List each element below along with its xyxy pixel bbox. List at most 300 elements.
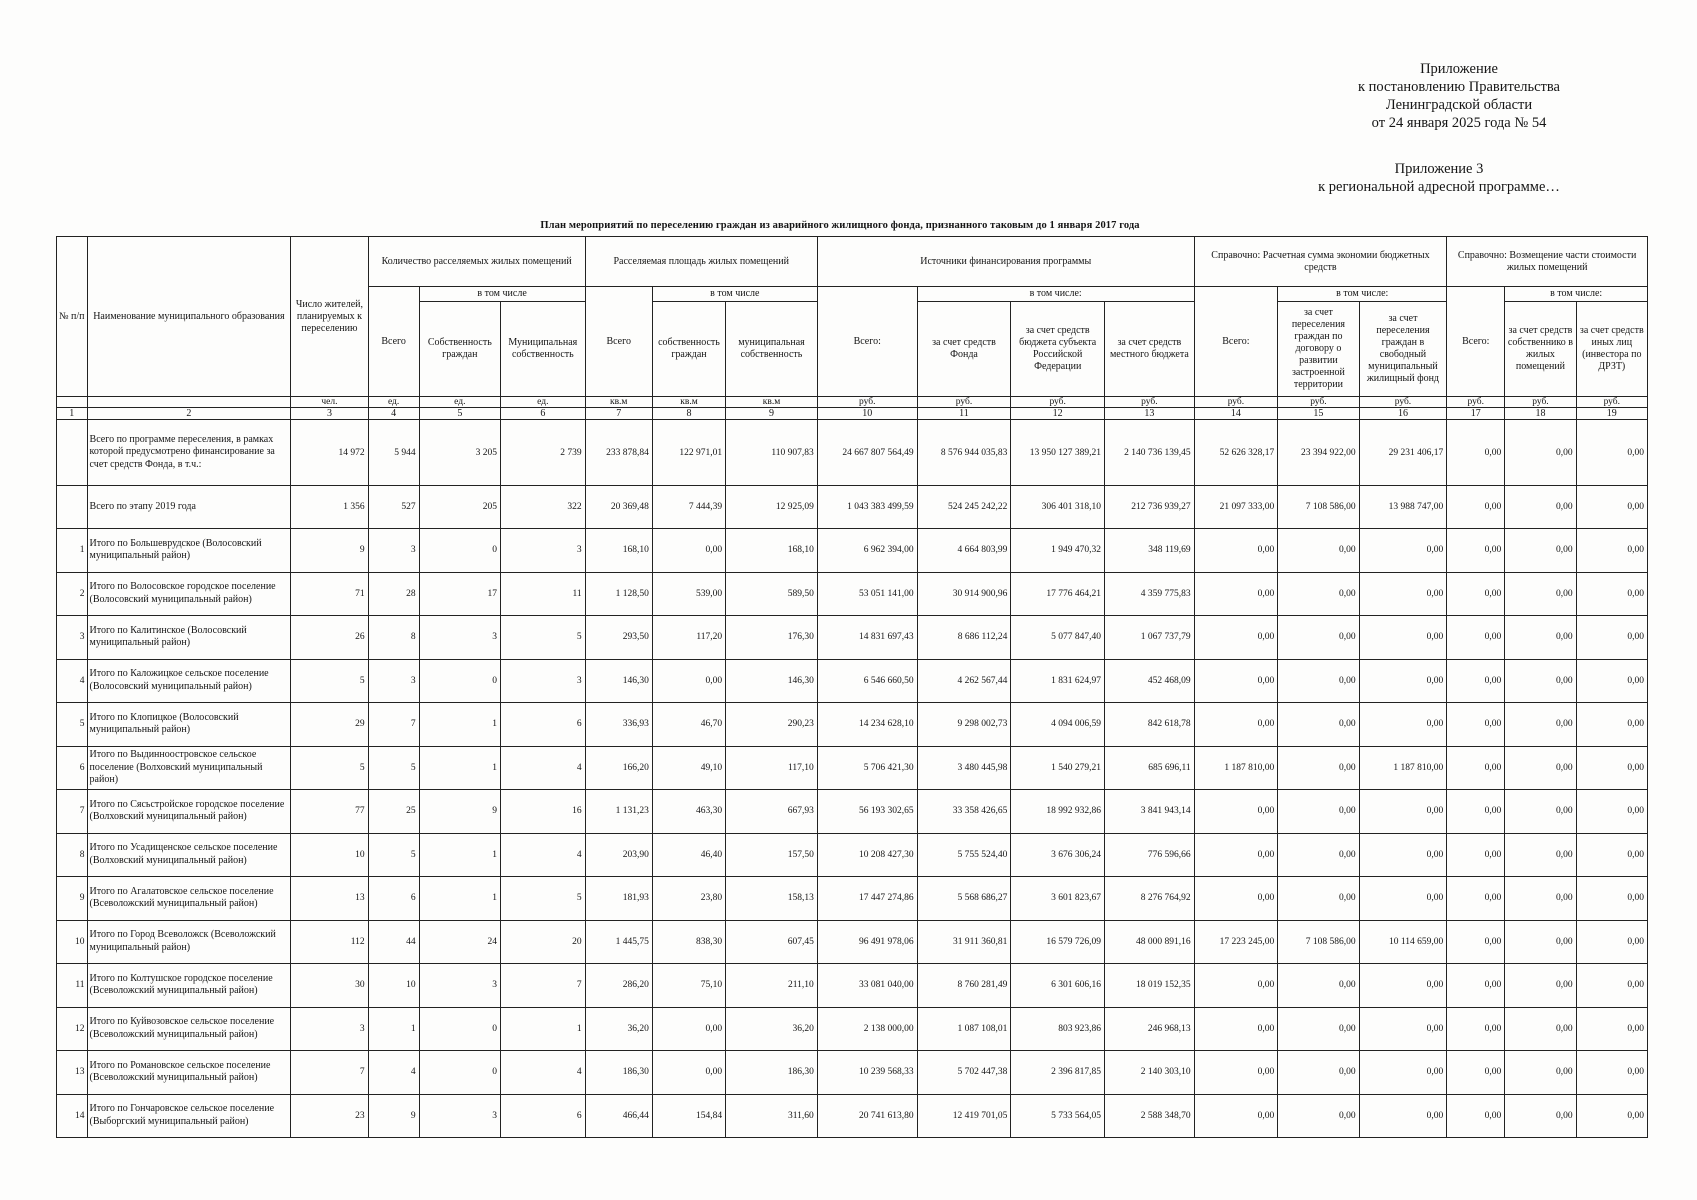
value-cell: 5 706 421,30 — [817, 746, 917, 790]
value-cell: 0,00 — [1359, 1007, 1447, 1051]
value-cell: 4 — [501, 1051, 586, 1095]
value-cell: 1 187 810,00 — [1194, 746, 1278, 790]
value-cell: 3 601 823,67 — [1011, 877, 1105, 921]
value-cell: 306 401 318,10 — [1011, 486, 1105, 529]
value-cell: 452 468,09 — [1105, 659, 1195, 703]
value-cell: 0 — [419, 1051, 500, 1095]
row-number: 10 — [57, 920, 88, 964]
value-cell: 0,00 — [1505, 877, 1576, 921]
value-cell: 5 077 847,40 — [1011, 616, 1105, 660]
value-cell: 0,00 — [1278, 616, 1359, 660]
value-cell: 463,30 — [652, 790, 725, 834]
value-cell: 0,00 — [1505, 1007, 1576, 1051]
table-row — [57, 746, 1648, 790]
header-ref-owner: за счет средств собственнико в жилых помещений — [1505, 302, 1576, 397]
value-cell: 0,00 — [1359, 877, 1447, 921]
municipality-name: Итого по Колтушское городское поселение (Всеволожский муниципальный район) — [87, 964, 291, 1008]
value-cell: 14 831 697,43 — [817, 616, 917, 660]
header-area-group: Расселяемая площадь жилых помещений — [585, 237, 817, 287]
value-cell: 20 369,48 — [585, 486, 652, 529]
value-cell: 112 — [291, 920, 368, 964]
column-number: 12 — [1011, 408, 1105, 420]
value-cell: 0,00 — [1447, 920, 1505, 964]
value-cell: 286,20 — [585, 964, 652, 1008]
value-cell: 0,00 — [1505, 964, 1576, 1008]
value-cell: 0,00 — [1576, 790, 1647, 834]
value-cell: 29 231 406,17 — [1359, 420, 1447, 486]
row-number: 1 — [57, 529, 88, 573]
value-cell: 0,00 — [1447, 1094, 1505, 1138]
value-cell: 24 — [419, 920, 500, 964]
column-number: 7 — [585, 408, 652, 420]
unit-cell: руб. — [1505, 397, 1576, 408]
column-number: 19 — [1576, 408, 1647, 420]
value-cell: 168,10 — [726, 529, 818, 573]
appendix-line: к постановлению Правительства — [1358, 79, 1560, 95]
value-cell: 3 — [368, 659, 419, 703]
value-cell: 0,00 — [1359, 616, 1447, 660]
value-cell: 122 971,01 — [652, 420, 725, 486]
value-cell: 524 245 242,22 — [917, 486, 1011, 529]
header-rooms-own: Собственность граждан — [419, 302, 500, 397]
value-cell: 0,00 — [1194, 964, 1278, 1008]
header-sav-free: за счет переселения граждан в свободный муниципальный жилищный фонд — [1359, 302, 1447, 397]
municipality-name: Итого по Гончаровское сельское поселение (Выборгский муниципальный район) — [87, 1094, 291, 1138]
value-cell: 0,00 — [1447, 1051, 1505, 1095]
value-cell: 1 043 383 499,59 — [817, 486, 917, 529]
unit-cell: ед. — [501, 397, 586, 408]
table-row — [57, 1094, 1648, 1138]
value-cell: 0,00 — [1576, 420, 1647, 486]
value-cell: 0,00 — [1278, 703, 1359, 747]
unit-cell: руб. — [1447, 397, 1505, 408]
value-cell: 2 138 000,00 — [817, 1007, 917, 1051]
value-cell: 3 — [419, 964, 500, 1008]
value-cell: 0,00 — [1359, 529, 1447, 573]
municipality-name: Всего по программе переселения, в рамках которой предусмотрено финансирование за счет средств Фонда, в т.ч.: — [87, 420, 291, 486]
value-cell: 0,00 — [1194, 1051, 1278, 1095]
value-cell: 17 776 464,21 — [1011, 572, 1105, 616]
value-cell: 17 447 274,86 — [817, 877, 917, 921]
value-cell: 5 — [501, 616, 586, 660]
municipality-name: Итого по Волосовское городское поселение (Волосовский муниципальный район) — [87, 572, 291, 616]
table-row — [57, 790, 1648, 834]
value-cell: 8 760 281,49 — [917, 964, 1011, 1008]
column-number: 13 — [1105, 408, 1195, 420]
value-cell: 7 444,39 — [652, 486, 725, 529]
table-row — [57, 529, 1648, 573]
value-cell: 0,00 — [652, 529, 725, 573]
value-cell: 33 358 426,65 — [917, 790, 1011, 834]
value-cell: 293,50 — [585, 616, 652, 660]
appendix-3-line: к региональной адресной программе… — [1318, 179, 1560, 195]
value-cell: 667,93 — [726, 790, 818, 834]
value-cell: 186,30 — [585, 1051, 652, 1095]
table-row — [57, 877, 1648, 921]
unit-cell-empty — [87, 397, 291, 408]
value-cell: 3 — [419, 616, 500, 660]
document-title: План мероприятий по переселению граждан из аварийного жилищного фонда, признанного таковым до 1 января 2017 года — [540, 220, 1140, 231]
value-cell: 31 911 360,81 — [917, 920, 1011, 964]
value-cell: 0,00 — [1576, 1051, 1647, 1095]
header-rooms-group: Количество расселяемых жилых помещений — [368, 237, 585, 287]
header-rooms-total: Всего — [368, 287, 419, 397]
value-cell: 4 — [368, 1051, 419, 1095]
header-sources-group: Источники финансирования программы — [817, 237, 1194, 287]
value-cell: 16 579 726,09 — [1011, 920, 1105, 964]
column-numbers-row — [57, 408, 1648, 420]
unit-cell: руб. — [1194, 397, 1278, 408]
value-cell: 3 676 306,24 — [1011, 833, 1105, 877]
column-number: 4 — [368, 408, 419, 420]
value-cell: 11 — [501, 572, 586, 616]
value-cell: 9 — [419, 790, 500, 834]
value-cell: 4 664 803,99 — [917, 529, 1011, 573]
value-cell: 4 — [501, 833, 586, 877]
header-area-own: собственность граждан — [652, 302, 725, 397]
value-cell: 36,20 — [726, 1007, 818, 1051]
value-cell: 1 — [368, 1007, 419, 1051]
table-row — [57, 616, 1648, 660]
value-cell: 5 — [368, 833, 419, 877]
value-cell: 0,00 — [1278, 1051, 1359, 1095]
value-cell: 20 — [501, 920, 586, 964]
value-cell: 0,00 — [1359, 659, 1447, 703]
value-cell: 14 972 — [291, 420, 368, 486]
value-cell: 0 — [419, 659, 500, 703]
value-cell: 0,00 — [1505, 572, 1576, 616]
value-cell: 29 — [291, 703, 368, 747]
header-incl: в том числе: — [917, 287, 1194, 302]
header-fin-total: Всего: — [817, 287, 917, 397]
value-cell: 0,00 — [1505, 420, 1576, 486]
value-cell: 2 588 348,70 — [1105, 1094, 1195, 1138]
appendix-3-line: Приложение 3 — [1394, 161, 1484, 177]
value-cell: 10 208 427,30 — [817, 833, 917, 877]
value-cell: 158,13 — [726, 877, 818, 921]
column-number: 1 — [57, 408, 88, 420]
value-cell: 0,00 — [1576, 703, 1647, 747]
header-ref-other: за счет средств иных лиц (инвестора по ДРЗТ) — [1576, 302, 1647, 397]
unit-cell: кв.м — [585, 397, 652, 408]
unit-cell: руб. — [1011, 397, 1105, 408]
municipality-name: Итого по Агалатовское сельское поселение (Всеволожский муниципальный район) — [87, 877, 291, 921]
value-cell: 0,00 — [1359, 1094, 1447, 1138]
value-cell: 5 755 524,40 — [917, 833, 1011, 877]
value-cell: 17 223 245,00 — [1194, 920, 1278, 964]
value-cell: 4 262 567,44 — [917, 659, 1011, 703]
value-cell: 71 — [291, 572, 368, 616]
value-cell: 8 576 944 035,83 — [917, 420, 1011, 486]
value-cell: 146,30 — [726, 659, 818, 703]
value-cell: 311,60 — [726, 1094, 818, 1138]
value-cell: 8 276 764,92 — [1105, 877, 1195, 921]
value-cell: 0,00 — [1359, 790, 1447, 834]
value-cell: 0,00 — [652, 1051, 725, 1095]
value-cell: 1 831 624,97 — [1011, 659, 1105, 703]
value-cell: 212 736 939,27 — [1105, 486, 1195, 529]
row-number: 8 — [57, 833, 88, 877]
row-number: 11 — [57, 964, 88, 1008]
table-row — [57, 1051, 1648, 1095]
row-number — [57, 486, 88, 529]
value-cell: 5 — [501, 877, 586, 921]
value-cell: 0,00 — [1194, 659, 1278, 703]
unit-cell: кв.м — [726, 397, 818, 408]
value-cell: 0,00 — [1505, 833, 1576, 877]
header-fin-fund: за счет средств Фонда — [917, 302, 1011, 397]
row-number: 3 — [57, 616, 88, 660]
units-row — [57, 397, 1648, 408]
value-cell: 75,10 — [652, 964, 725, 1008]
row-number: 5 — [57, 703, 88, 747]
value-cell: 0,00 — [1278, 877, 1359, 921]
municipality-name: Итого по Романовское сельское поселение (Всеволожский муниципальный район) — [87, 1051, 291, 1095]
value-cell: 5 733 564,05 — [1011, 1094, 1105, 1138]
value-cell: 9 — [368, 1094, 419, 1138]
column-number: 14 — [1194, 408, 1278, 420]
value-cell: 46,70 — [652, 703, 725, 747]
header-residents: Число жителей, планируемых к переселению — [291, 237, 368, 397]
value-cell: 0,00 — [1505, 1094, 1576, 1138]
value-cell: 26 — [291, 616, 368, 660]
value-cell: 36,20 — [585, 1007, 652, 1051]
value-cell: 205 — [419, 486, 500, 529]
value-cell: 33 081 040,00 — [817, 964, 917, 1008]
value-cell: 0,00 — [1447, 790, 1505, 834]
value-cell: 14 234 628,10 — [817, 703, 917, 747]
value-cell: 2 739 — [501, 420, 586, 486]
value-cell: 685 696,11 — [1105, 746, 1195, 790]
row-number: 4 — [57, 659, 88, 703]
value-cell: 10 239 568,33 — [817, 1051, 917, 1095]
header-fin-local: за счет средств местного бюджета — [1105, 302, 1195, 397]
value-cell: 233 878,84 — [585, 420, 652, 486]
municipality-name: Итого по Клопицкое (Волосовский муниципальный район) — [87, 703, 291, 747]
value-cell: 0,00 — [1194, 1007, 1278, 1051]
value-cell: 0,00 — [1505, 1051, 1576, 1095]
value-cell: 0,00 — [1447, 703, 1505, 747]
unit-cell: чел. — [291, 397, 368, 408]
value-cell: 6 — [501, 1094, 586, 1138]
value-cell: 0,00 — [652, 659, 725, 703]
value-cell: 13 988 747,00 — [1359, 486, 1447, 529]
appendix-line: Приложение — [1420, 61, 1498, 77]
value-cell: 1 949 470,32 — [1011, 529, 1105, 573]
table-row — [57, 833, 1648, 877]
value-cell: 6 546 660,50 — [817, 659, 917, 703]
value-cell: 776 596,66 — [1105, 833, 1195, 877]
header-area-total: Всего — [585, 287, 652, 397]
value-cell: 176,30 — [726, 616, 818, 660]
column-number: 11 — [917, 408, 1011, 420]
value-cell: 23 394 922,00 — [1278, 420, 1359, 486]
value-cell: 9 — [291, 529, 368, 573]
header-no: № п/п — [57, 237, 88, 397]
value-cell: 30 — [291, 964, 368, 1008]
header-incl: в том числе — [419, 287, 585, 302]
value-cell: 0,00 — [1576, 746, 1647, 790]
row-number: 12 — [57, 1007, 88, 1051]
value-cell: 527 — [368, 486, 419, 529]
value-cell: 1 131,23 — [585, 790, 652, 834]
row-number: 13 — [57, 1051, 88, 1095]
value-cell: 1 128,50 — [585, 572, 652, 616]
value-cell: 52 626 328,17 — [1194, 420, 1278, 486]
value-cell: 0,00 — [1576, 1094, 1647, 1138]
value-cell: 23 — [291, 1094, 368, 1138]
value-cell: 166,20 — [585, 746, 652, 790]
value-cell: 21 097 333,00 — [1194, 486, 1278, 529]
value-cell: 322 — [501, 486, 586, 529]
value-cell: 8 686 112,24 — [917, 616, 1011, 660]
value-cell: 0,00 — [1447, 572, 1505, 616]
value-cell: 1 — [419, 877, 500, 921]
value-cell: 589,50 — [726, 572, 818, 616]
header-ref-total: Всего: — [1447, 287, 1505, 397]
value-cell: 3 480 445,98 — [917, 746, 1011, 790]
value-cell: 23,80 — [652, 877, 725, 921]
value-cell: 5 — [291, 659, 368, 703]
value-cell: 0,00 — [1447, 746, 1505, 790]
value-cell: 13 950 127 389,21 — [1011, 420, 1105, 486]
value-cell: 7 108 586,00 — [1278, 486, 1359, 529]
value-cell: 6 — [368, 877, 419, 921]
header-refund-group: Справочно: Возмещение части стоимости жилых помещений — [1447, 237, 1648, 287]
value-cell: 4 — [501, 746, 586, 790]
table-row — [57, 920, 1648, 964]
value-cell: 348 119,69 — [1105, 529, 1195, 573]
value-cell: 0,00 — [1194, 877, 1278, 921]
unit-cell: руб. — [1359, 397, 1447, 408]
value-cell: 3 841 943,14 — [1105, 790, 1195, 834]
unit-cell: кв.м — [652, 397, 725, 408]
value-cell: 2 140 303,10 — [1105, 1051, 1195, 1095]
header-area-mun: муниципальная собственность — [726, 302, 818, 397]
value-cell: 0,00 — [1576, 616, 1647, 660]
table-row — [57, 420, 1648, 486]
value-cell: 56 193 302,65 — [817, 790, 917, 834]
row-number — [57, 420, 88, 486]
value-cell: 0,00 — [1278, 964, 1359, 1008]
value-cell: 110 907,83 — [726, 420, 818, 486]
appendix-header — [1329, 60, 1589, 132]
column-number: 16 — [1359, 408, 1447, 420]
appendix-date-line: от 24 января 2025 года № 54 — [1371, 115, 1547, 131]
value-cell: 607,45 — [726, 920, 818, 964]
value-cell: 0,00 — [1505, 746, 1576, 790]
value-cell: 0,00 — [1576, 920, 1647, 964]
row-number: 14 — [57, 1094, 88, 1138]
value-cell: 0,00 — [1447, 616, 1505, 660]
header-incl: в том числе — [652, 287, 817, 302]
unit-cell-empty — [57, 397, 88, 408]
table-row — [57, 486, 1648, 529]
value-cell: 0,00 — [1447, 420, 1505, 486]
value-cell: 48 000 891,16 — [1105, 920, 1195, 964]
value-cell: 4 359 775,83 — [1105, 572, 1195, 616]
value-cell: 0,00 — [1447, 1007, 1505, 1051]
header-sav-total: Всего: — [1194, 287, 1278, 397]
value-cell: 0,00 — [1505, 790, 1576, 834]
column-number: 6 — [501, 408, 586, 420]
column-number: 3 — [291, 408, 368, 420]
value-cell: 0,00 — [1576, 1007, 1647, 1051]
value-cell: 0,00 — [1359, 703, 1447, 747]
appendix-line: Ленинградской области — [1385, 97, 1533, 113]
value-cell: 8 — [368, 616, 419, 660]
value-cell: 0,00 — [1576, 659, 1647, 703]
value-cell: 0,00 — [1505, 703, 1576, 747]
value-cell: 6 — [501, 703, 586, 747]
value-cell: 2 140 736 139,45 — [1105, 420, 1195, 486]
table-row — [57, 659, 1648, 703]
column-number: 8 — [652, 408, 725, 420]
header-rooms-mun: Муниципальная собственность — [501, 302, 586, 397]
value-cell: 0,00 — [1194, 529, 1278, 573]
value-cell: 18 992 932,86 — [1011, 790, 1105, 834]
column-number: 5 — [419, 408, 500, 420]
table-row — [57, 1007, 1648, 1051]
value-cell: 0,00 — [1447, 877, 1505, 921]
unit-cell: ед. — [368, 397, 419, 408]
value-cell: 0,00 — [1278, 529, 1359, 573]
value-cell: 117,10 — [726, 746, 818, 790]
value-cell: 0,00 — [1505, 486, 1576, 529]
value-cell: 10 114 659,00 — [1359, 920, 1447, 964]
unit-cell: руб. — [1278, 397, 1359, 408]
value-cell: 28 — [368, 572, 419, 616]
value-cell: 146,30 — [585, 659, 652, 703]
value-cell: 181,93 — [585, 877, 652, 921]
header-incl: в том числе: — [1505, 287, 1648, 302]
value-cell: 1 445,75 — [585, 920, 652, 964]
value-cell: 17 — [419, 572, 500, 616]
municipality-name: Всего по этапу 2019 года — [87, 486, 291, 529]
municipality-name: Итого по Большеврудское (Волосовский муниципальный район) — [87, 529, 291, 573]
value-cell: 0,00 — [1194, 703, 1278, 747]
value-cell: 18 019 152,35 — [1105, 964, 1195, 1008]
table-head — [57, 237, 1648, 420]
value-cell: 0,00 — [1359, 833, 1447, 877]
header-municipality: Наименование муниципального образования — [87, 237, 291, 397]
unit-cell: ед. — [419, 397, 500, 408]
column-number: 17 — [1447, 408, 1505, 420]
table-row — [57, 572, 1648, 616]
value-cell: 0,00 — [1576, 877, 1647, 921]
value-cell: 53 051 141,00 — [817, 572, 917, 616]
value-cell: 20 741 613,80 — [817, 1094, 917, 1138]
value-cell: 77 — [291, 790, 368, 834]
table-body — [57, 420, 1648, 1138]
value-cell: 6 962 394,00 — [817, 529, 917, 573]
value-cell: 7 — [368, 703, 419, 747]
header-savings-group: Справочно: Расчетная сумма экономии бюджетных средств — [1194, 237, 1447, 287]
value-cell: 0,00 — [1194, 1094, 1278, 1138]
value-cell: 9 298 002,73 — [917, 703, 1011, 747]
value-cell: 25 — [368, 790, 419, 834]
value-cell: 7 — [501, 964, 586, 1008]
column-number: 2 — [87, 408, 291, 420]
value-cell: 1 187 810,00 — [1359, 746, 1447, 790]
column-number: 18 — [1505, 408, 1576, 420]
value-cell: 1 — [419, 746, 500, 790]
column-number: 10 — [817, 408, 917, 420]
value-cell: 290,23 — [726, 703, 818, 747]
value-cell: 0,00 — [1194, 572, 1278, 616]
value-cell: 0,00 — [1278, 1094, 1359, 1138]
value-cell: 3 205 — [419, 420, 500, 486]
